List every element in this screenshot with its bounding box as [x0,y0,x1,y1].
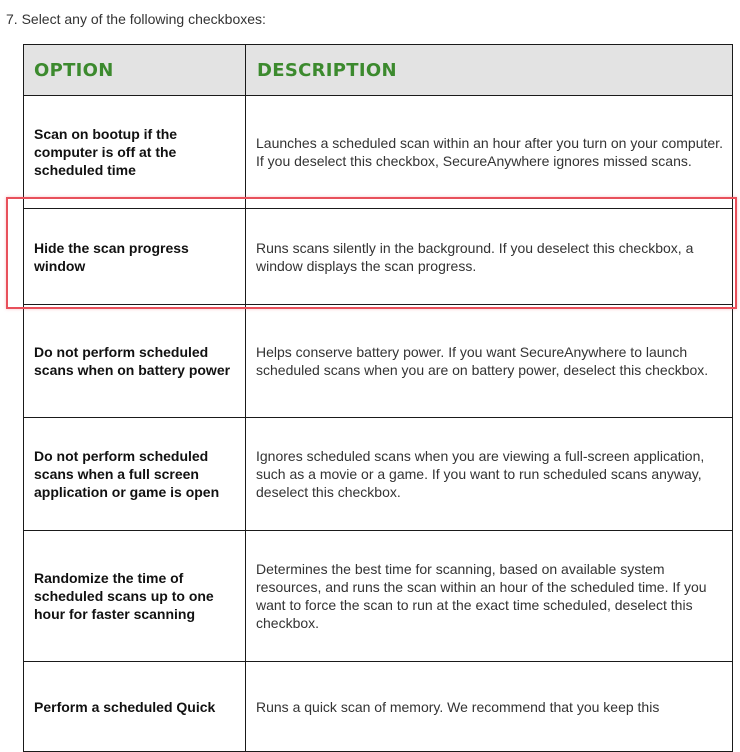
option-description: Runs scans silently in the background. If you deselect this checkbox, a window displays the scan progress. [246,209,733,305]
table-row [24,531,733,662]
description-column-header: DESCRIPTION [246,45,733,96]
option-name: Do not perform scheduled scans when on battery power [24,305,246,418]
option-description: Ignores scheduled scans when you are viewing a full-screen application, such as a movie or a game. If you want to run scheduled scans anyway, deselect this checkbox. [246,418,733,531]
option-name: Perform a scheduled Quick [24,662,246,752]
option-description: Helps conserve battery power. If you want SecureAnywhere to launch scheduled scans when you are on battery power, deselect this checkbox. [246,305,733,418]
step-instruction: 7. Select any of the following checkboxes: [6,11,266,27]
option-name: Scan on bootup if the computer is off at the scheduled time [24,96,246,209]
table-row [24,209,733,305]
table-row [24,418,733,531]
option-name: Do not perform scheduled scans when a full screen application or game is open [24,418,246,531]
option-name: Randomize the time of scheduled scans up to one hour for faster scanning [24,531,246,662]
options-table [23,44,733,752]
table-row [24,662,733,752]
option-name: Hide the scan progress window [24,209,246,305]
option-column-header: OPTION [24,45,246,96]
option-description: Determines the best time for scanning, based on available system resources, and runs the scan within an hour of the scheduled time. If you want to force the scan to run at the exact time scheduled, deselect this checkbox. [246,531,733,662]
table-header-row [24,45,733,96]
table-row [24,96,733,209]
table-row [24,305,733,418]
option-description: Launches a scheduled scan within an hour after you turn on your computer. If you deselect this checkbox, SecureAnywhere ignores missed scans. [246,96,733,209]
option-description: Runs a quick scan of memory. We recommend that you keep this [246,662,733,752]
